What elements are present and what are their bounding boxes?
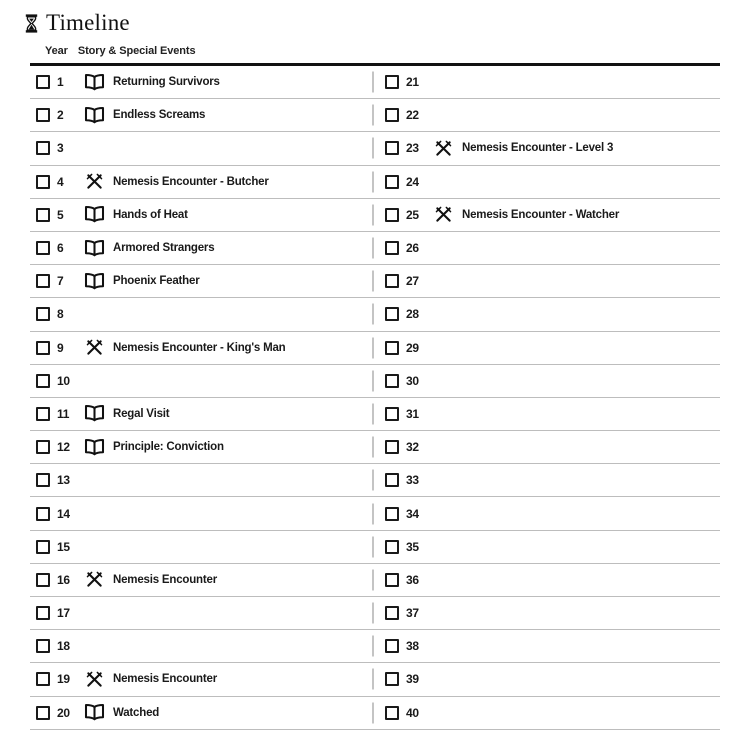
timeline-row[interactable] (372, 132, 720, 165)
timeline-row[interactable] (30, 431, 372, 464)
year-number: 34 (406, 506, 419, 521)
year-checkbox[interactable] (36, 75, 50, 89)
timeline-row[interactable] (30, 531, 372, 564)
year-checkbox[interactable] (36, 141, 50, 155)
year-checkbox[interactable] (385, 307, 399, 321)
year-number: 2 (57, 108, 64, 123)
year-checkbox[interactable] (385, 175, 399, 189)
year-checkbox[interactable] (385, 141, 399, 155)
year-checkbox[interactable] (36, 407, 50, 421)
event-label: Principle: Conviction (113, 441, 224, 454)
year-checkbox[interactable] (385, 440, 399, 454)
year-checkbox[interactable] (36, 706, 50, 720)
year-number: 32 (406, 440, 419, 455)
timeline-row[interactable] (372, 199, 720, 232)
event-label: Regal Visit (113, 407, 170, 420)
year-checkbox[interactable] (385, 473, 399, 487)
crossed-swords-icon (83, 338, 105, 357)
timeline-row[interactable] (30, 630, 372, 663)
year-number: 25 (406, 207, 419, 222)
open-book-icon (83, 704, 105, 721)
year-checkbox[interactable] (36, 573, 50, 587)
crossed-swords-icon (83, 670, 105, 689)
timeline-row[interactable] (30, 166, 372, 199)
event-label: Armored Strangers (113, 242, 215, 255)
open-book-icon (83, 240, 105, 257)
crossed-swords-icon (83, 172, 105, 191)
year-number: 6 (57, 241, 64, 256)
timeline-row[interactable] (372, 232, 720, 265)
timeline-row[interactable] (30, 298, 372, 331)
year-number: 24 (406, 174, 419, 189)
year-number: 3 (57, 141, 64, 156)
timeline-row[interactable] (30, 464, 372, 497)
year-number: 21 (406, 75, 419, 90)
timeline-row[interactable] (372, 531, 720, 564)
year-number: 22 (406, 108, 419, 123)
year-checkbox[interactable] (385, 208, 399, 222)
year-number: 23 (406, 141, 419, 156)
timeline-row[interactable] (30, 332, 372, 365)
timeline-row[interactable] (30, 232, 372, 265)
year-checkbox[interactable] (36, 440, 50, 454)
open-book-icon (83, 74, 105, 91)
year-number: 26 (406, 241, 419, 256)
page-header (0, 0, 731, 36)
year-number: 4 (57, 174, 64, 189)
timeline-row[interactable] (372, 365, 720, 398)
year-number: 20 (57, 705, 70, 720)
year-number: 8 (57, 307, 64, 322)
year-checkbox[interactable] (385, 241, 399, 255)
year-number: 14 (57, 506, 70, 521)
timeline-row[interactable] (30, 66, 372, 99)
year-checkbox[interactable] (385, 706, 399, 720)
open-book-icon (83, 206, 105, 223)
year-number: 35 (406, 539, 419, 554)
year-checkbox[interactable] (385, 606, 399, 620)
crossed-swords-icon (83, 570, 105, 589)
timeline-row[interactable] (30, 132, 372, 165)
year-checkbox[interactable] (36, 274, 50, 288)
event-label: Watched (113, 706, 160, 719)
open-book-icon (83, 107, 105, 124)
year-number: 37 (406, 606, 419, 621)
event-label: Hands of Heat (113, 208, 188, 221)
timeline-row[interactable] (372, 431, 720, 464)
timeline-row[interactable] (372, 99, 720, 132)
year-checkbox[interactable] (385, 75, 399, 89)
event-label: Nemesis Encounter (113, 573, 217, 586)
year-number: 15 (57, 539, 70, 554)
timeline-row[interactable] (30, 265, 372, 298)
event-label: Returning Survivors (113, 76, 220, 89)
year-checkbox[interactable] (385, 407, 399, 421)
open-book-icon (83, 405, 105, 422)
timeline-table (30, 36, 720, 730)
year-checkbox[interactable] (36, 639, 50, 653)
event-label: Phoenix Feather (113, 275, 200, 288)
event-label: Nemesis Encounter - King's Man (113, 341, 286, 354)
timeline-row[interactable] (372, 265, 720, 298)
year-checkbox[interactable] (36, 175, 50, 189)
year-checkbox[interactable] (385, 672, 399, 686)
year-number: 30 (406, 373, 419, 388)
timeline-row[interactable] (372, 497, 720, 530)
table-header (30, 36, 720, 66)
timeline-row[interactable] (30, 497, 372, 530)
open-book-icon (83, 273, 105, 290)
timeline-row[interactable] (30, 564, 372, 597)
event-label: Nemesis Encounter - Level 3 (462, 142, 614, 155)
event-label: Nemesis Encounter - Watcher (462, 208, 620, 221)
timeline-row[interactable] (30, 597, 372, 630)
timeline-column-left (30, 66, 372, 730)
year-number: 39 (406, 672, 419, 687)
year-checkbox[interactable] (36, 241, 50, 255)
year-number: 1 (57, 75, 64, 90)
year-checkbox[interactable] (385, 341, 399, 355)
table-body (30, 66, 720, 730)
event-label: Nemesis Encounter - Butcher (113, 175, 269, 188)
year-number: 31 (406, 406, 419, 421)
year-checkbox[interactable] (385, 639, 399, 653)
timeline-row[interactable] (372, 166, 720, 199)
timeline-row[interactable] (372, 597, 720, 630)
year-number: 9 (57, 340, 64, 355)
timeline-row[interactable] (30, 365, 372, 398)
year-number: 10 (57, 373, 70, 388)
year-checkbox[interactable] (36, 108, 50, 122)
year-checkbox[interactable] (36, 507, 50, 521)
year-column-header: Year (45, 45, 68, 57)
year-number: 29 (406, 340, 419, 355)
year-number: 11 (57, 406, 70, 421)
timeline-row[interactable] (372, 398, 720, 431)
year-checkbox[interactable] (385, 540, 399, 554)
year-checkbox[interactable] (385, 108, 399, 122)
year-checkbox[interactable] (36, 307, 50, 321)
crossed-swords-icon (432, 205, 454, 224)
year-checkbox[interactable] (36, 473, 50, 487)
timeline-row[interactable] (372, 564, 720, 597)
open-book-icon (83, 439, 105, 456)
year-checkbox[interactable] (385, 274, 399, 288)
year-checkbox[interactable] (36, 540, 50, 554)
timeline-row[interactable] (372, 298, 720, 331)
event-label: Endless Screams (113, 109, 206, 122)
year-checkbox[interactable] (385, 573, 399, 587)
year-number: 12 (57, 440, 70, 455)
timeline-row[interactable] (30, 398, 372, 431)
year-checkbox[interactable] (36, 208, 50, 222)
hourglass-icon (25, 14, 38, 32)
year-number: 5 (57, 207, 64, 222)
year-number: 19 (57, 672, 70, 687)
year-checkbox[interactable] (36, 606, 50, 620)
year-number: 36 (406, 572, 419, 587)
year-number: 27 (406, 274, 419, 289)
year-checkbox[interactable] (385, 374, 399, 388)
year-number: 38 (406, 639, 419, 654)
year-number: 7 (57, 274, 64, 289)
timeline-row[interactable] (372, 663, 720, 696)
year-checkbox[interactable] (36, 672, 50, 686)
year-number: 40 (406, 705, 419, 720)
timeline-row[interactable] (372, 697, 720, 730)
timeline-row[interactable] (372, 332, 720, 365)
year-number: 17 (57, 606, 70, 621)
year-checkbox[interactable] (36, 341, 50, 355)
year-number: 28 (406, 307, 419, 322)
timeline-row[interactable] (30, 663, 372, 696)
year-number: 16 (57, 572, 70, 587)
year-checkbox[interactable] (36, 374, 50, 388)
year-number: 33 (406, 473, 419, 488)
events-column-header: Story & Special Events (77, 45, 196, 57)
timeline-row[interactable] (372, 630, 720, 663)
timeline-row[interactable] (372, 66, 720, 99)
year-number: 13 (57, 473, 70, 488)
year-number: 18 (57, 639, 70, 654)
timeline-column-right (372, 66, 720, 730)
page-title: Timeline (46, 10, 130, 35)
timeline-row[interactable] (30, 199, 372, 232)
event-label: Nemesis Encounter (113, 673, 217, 686)
timeline-row[interactable] (30, 99, 372, 132)
crossed-swords-icon (432, 139, 454, 158)
timeline-row[interactable] (372, 464, 720, 497)
timeline-row[interactable] (30, 697, 372, 730)
year-checkbox[interactable] (385, 507, 399, 521)
